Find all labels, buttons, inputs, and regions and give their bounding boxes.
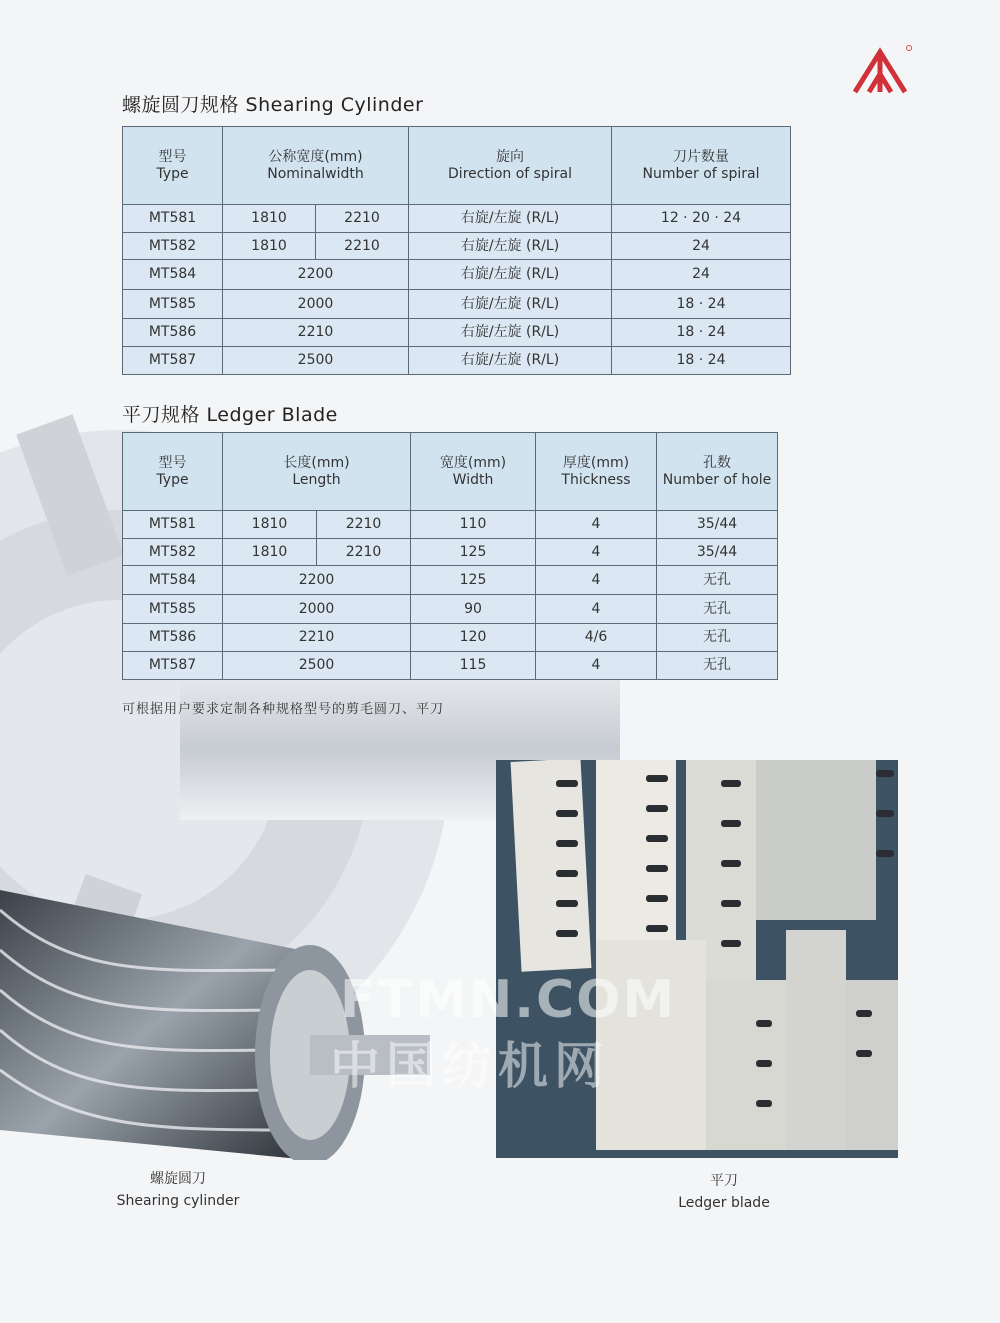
table-row (123, 205, 791, 233)
table-row (123, 566, 778, 595)
table-row (123, 319, 791, 347)
cell-direction: 右旋/左旋 (R/L) (409, 260, 612, 290)
header-type: 型号 Type (123, 127, 223, 205)
cell-width: 1810 (223, 205, 316, 233)
shearing-cylinder-title: 螺旋圆刀规格 Shearing Cylinder (122, 94, 424, 116)
table-row (123, 260, 791, 290)
table-row (123, 290, 791, 319)
cell-length: 2210 (317, 539, 411, 566)
header-thickness: 厚度(mm) Thickness (536, 433, 657, 511)
company-logo (852, 44, 914, 96)
cell-thickness: 4 (536, 595, 657, 624)
cell-spiral: 18 · 24 (612, 290, 791, 319)
cell-width: 1810 (223, 233, 316, 260)
cell-type: MT582 (123, 233, 223, 260)
table-row (123, 233, 791, 260)
cell-holes: 35/44 (657, 511, 778, 539)
cell-spiral: 18 · 24 (612, 347, 791, 375)
table-row (123, 347, 791, 375)
cell-length: 2200 (223, 566, 411, 595)
cell-width: 2210 (223, 319, 409, 347)
ledger-blade-title: 平刀规格 Ledger Blade (122, 404, 338, 426)
cell-width: 2200 (223, 260, 409, 290)
cell-length: 2000 (223, 595, 411, 624)
cell-width: 2000 (223, 290, 409, 319)
cell-thickness: 4 (536, 652, 657, 680)
cell-holes: 无孔 (657, 595, 778, 624)
cell-width: 2500 (223, 347, 409, 375)
cell-holes: 无孔 (657, 566, 778, 595)
cell-width: 110 (411, 511, 536, 539)
customization-note: 可根据用户要求定制各种规格型号的剪毛圆刀、平刀 (122, 702, 445, 717)
cell-width: 115 (411, 652, 536, 680)
watermark-cn: 中国纺机网 (330, 1037, 610, 1095)
cell-spiral: 24 (612, 233, 791, 260)
cell-thickness: 4/6 (536, 624, 657, 652)
caption-cn: 螺旋圆刀 (150, 1171, 206, 1187)
cell-type: MT586 (123, 624, 223, 652)
cell-length: 2210 (317, 511, 411, 539)
cell-direction: 右旋/左旋 (R/L) (409, 290, 612, 319)
caption-en: Ledger blade (678, 1195, 770, 1211)
caption-cn: 平刀 (710, 1173, 738, 1189)
cell-direction: 右旋/左旋 (R/L) (409, 347, 612, 375)
cell-length: 2210 (223, 624, 411, 652)
cell-type: MT582 (123, 539, 223, 566)
cell-length: 1810 (223, 539, 317, 566)
ledger-blade-photo (496, 760, 898, 1158)
cell-spiral: 12 · 20 · 24 (612, 205, 791, 233)
table-row (123, 595, 778, 624)
cell-holes: 无孔 (657, 652, 778, 680)
ledger-blade-table (122, 432, 778, 680)
cell-width: 90 (411, 595, 536, 624)
shearing-cylinder-table (122, 126, 791, 375)
cell-length: 1810 (223, 511, 317, 539)
cell-type: MT581 (123, 205, 223, 233)
cell-type: MT584 (123, 566, 223, 595)
cell-spiral: 18 · 24 (612, 319, 791, 347)
table-row (123, 652, 778, 680)
caption-ledger-blade (654, 1170, 794, 1214)
cell-width: 2210 (316, 233, 409, 260)
cell-type: MT587 (123, 347, 223, 375)
cell-width: 125 (411, 539, 536, 566)
table-header-row (123, 127, 791, 205)
cell-type: MT587 (123, 652, 223, 680)
caption-shearing-cylinder (108, 1168, 248, 1212)
table-row (123, 539, 778, 566)
cell-thickness: 4 (536, 539, 657, 566)
cell-thickness: 4 (536, 511, 657, 539)
cell-direction: 右旋/左旋 (R/L) (409, 233, 612, 260)
cell-direction: 右旋/左旋 (R/L) (409, 205, 612, 233)
cell-spiral: 24 (612, 260, 791, 290)
cell-direction: 右旋/左旋 (R/L) (409, 319, 612, 347)
cell-width: 2210 (316, 205, 409, 233)
cell-holes: 无孔 (657, 624, 778, 652)
cell-type: MT585 (123, 290, 223, 319)
header-direction: 旋向 Direction of spiral (409, 127, 612, 205)
caption-en: Shearing cylinder (116, 1193, 240, 1209)
header-nominal-width: 公称宽度(mm) Nominalwidth (223, 127, 409, 205)
watermark: FTMN.COM (340, 970, 677, 1030)
table-row (123, 511, 778, 539)
table-header-row (123, 433, 778, 511)
table-row (123, 624, 778, 652)
header-number-hole: 孔数 Number of hole (657, 433, 778, 511)
cell-type: MT586 (123, 319, 223, 347)
header-width: 宽度(mm) Width (411, 433, 536, 511)
cell-width: 125 (411, 566, 536, 595)
cell-length: 2500 (223, 652, 411, 680)
cell-holes: 35/44 (657, 539, 778, 566)
cell-type: MT581 (123, 511, 223, 539)
cell-type: MT585 (123, 595, 223, 624)
cell-thickness: 4 (536, 566, 657, 595)
header-length: 长度(mm) Length (223, 433, 411, 511)
cell-width: 120 (411, 624, 536, 652)
header-number-spiral: 刀片数量 Number of spiral (612, 127, 791, 205)
header-type: 型号 Type (123, 433, 223, 511)
cell-type: MT584 (123, 260, 223, 290)
